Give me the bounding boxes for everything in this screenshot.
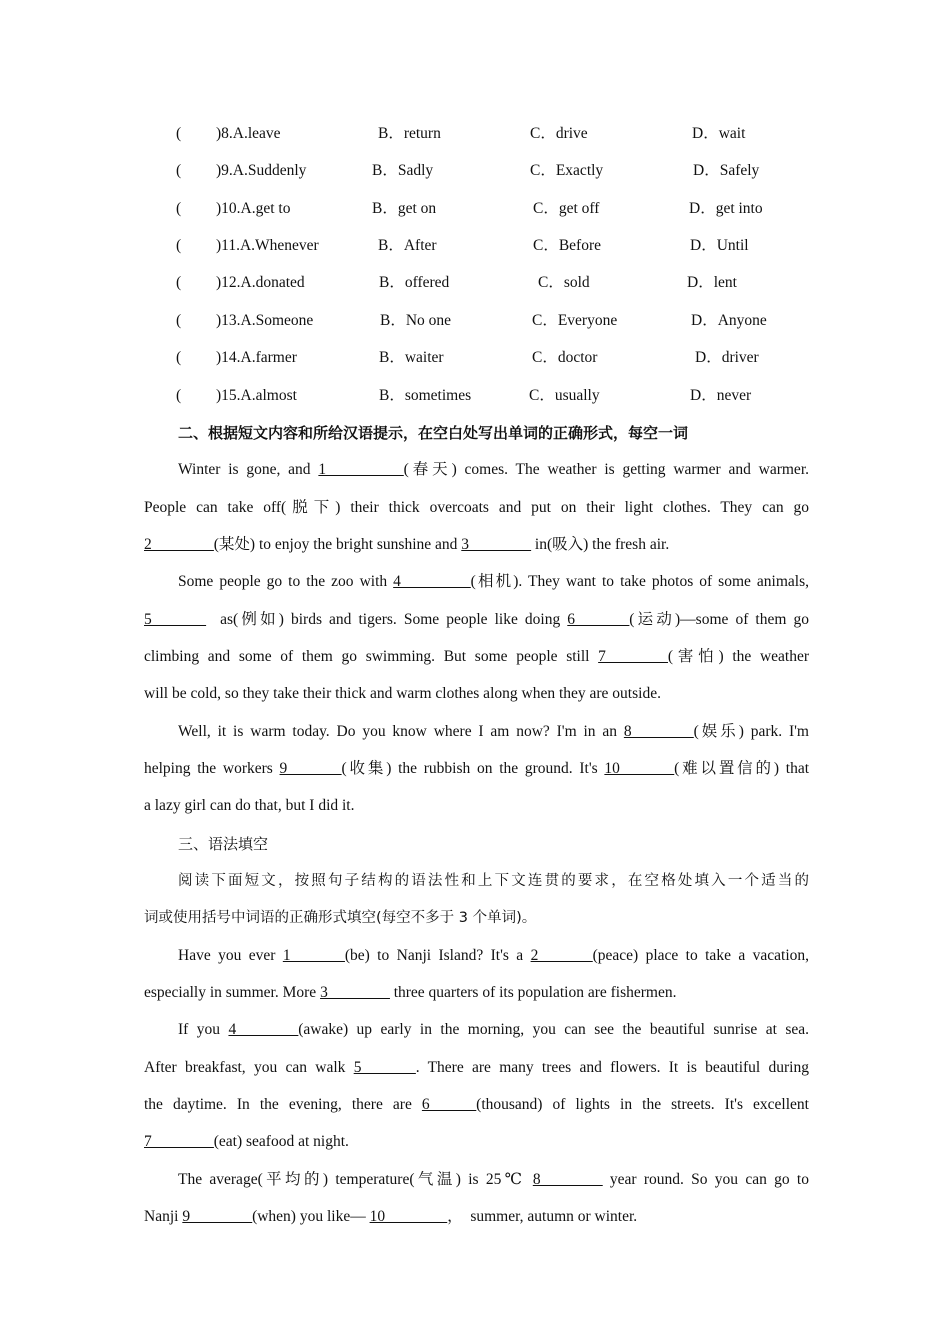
option-b: B．offered (379, 274, 450, 291)
option-c: C．Exactly (530, 162, 604, 179)
s3-line-7: The average(平均的) temperature(气温) is 25℃ 8________ year round. So you can go to (178, 1171, 809, 1188)
option-b: B．After (378, 237, 437, 254)
blank-2[interactable]: 2________ (144, 536, 214, 553)
question: )9.A.Suddenly (216, 162, 307, 179)
question: )8.A.leave (216, 125, 281, 142)
paren: ( (176, 349, 182, 366)
option-c: C．Everyone (532, 312, 618, 329)
section-3-title: 三、语法填空 (178, 835, 269, 853)
option-b: B．waiter (379, 349, 444, 366)
blank-9[interactable]: 9________ (182, 1208, 253, 1225)
s2-line-4: Some people go to the zoo with 4_________(相机). They want to take photos of some animals, (178, 573, 809, 590)
s3-line-3: If you 4________(awake) up early in the morning, you can see the beautiful sunrise at sea. (178, 1021, 809, 1038)
option-c: C．doctor (532, 349, 598, 366)
blank-8[interactable]: 8________ (532, 1171, 603, 1188)
blank-5[interactable]: 5_______ (353, 1059, 416, 1076)
paren: ( (176, 387, 182, 404)
blank-7[interactable]: 7________ (144, 1133, 214, 1150)
option-d: D．lent (687, 274, 737, 291)
option-d: D．driver (695, 349, 759, 366)
question: )15.A.almost (216, 387, 297, 404)
s2-line-7: will be cold, so they take their thick and warm clothes along when they are outside. (144, 685, 661, 702)
s2-line-9: helping the workers 9_______(收集) the rubbish on the ground. It's 10_______(难以置信的) that (144, 760, 809, 777)
s3-line-4: After breakfast, you can walk 5_______. There are many trees and flowers. It is beautiful during (144, 1059, 809, 1076)
question: )10.A.get to (216, 200, 291, 217)
blank-9[interactable]: 9_______ (279, 760, 342, 777)
s2-line-10: a lazy girl can do that, but I did it. (144, 797, 355, 814)
blank-1[interactable]: 1__________ (318, 461, 404, 478)
option-c: C．Before (533, 237, 602, 254)
paren: ( (176, 162, 182, 179)
s3-line-1: Have you ever 1_______(be) to Nanji Island? It's a 2_______(peace) place to take a vacation, (178, 947, 809, 964)
blank-7[interactable]: 7________ (598, 648, 668, 665)
option-b: B．No one (380, 312, 452, 329)
section-2-title: 二、根据短文内容和所给汉语提示，在空白处写出单词的正确形式，每空一词 (178, 424, 689, 442)
s3-instruction-1: 阅读下面短文，按照句子结构的语法性和上下文连贯的要求，在空格处填入一个适当的 (178, 873, 809, 889)
s3-instruction-2: 词或使用括号中词语的正确形式填空(每空不多于 3 个单词)。 (144, 910, 537, 926)
s2-line-5: 5_______ as(例如) birds and tigers. Some people like doing 6_______(运动)—some of them go (144, 611, 809, 628)
s3-line-5: the daytime. In the evening, there are 6______(thousand) of lights in the streets. It's excellent (144, 1096, 809, 1113)
option-b: B．return (378, 125, 441, 142)
s3-line-8: Nanji 9________(when) you like— 10________， summer, autumn or winter. (144, 1208, 638, 1225)
option-b: B．get on (372, 200, 437, 217)
option-c: C．sold (538, 274, 590, 291)
blank-3[interactable]: 3________ (320, 984, 390, 1001)
blank-4[interactable]: 4________ (228, 1021, 299, 1038)
option-c: C．get off (533, 200, 600, 217)
option-d: D．get into (689, 200, 763, 217)
option-b: B．Sadly (372, 162, 434, 179)
blank-5[interactable]: 5_______ (144, 611, 206, 628)
option-c: C．drive (530, 125, 588, 142)
paren: ( (176, 237, 182, 254)
paren: ( (176, 274, 182, 291)
blank-10[interactable]: 10________ (369, 1208, 448, 1225)
option-d: D．never (690, 387, 752, 404)
paren: ( (176, 312, 182, 329)
option-d: D．Safely (693, 162, 760, 179)
s2-line-2: People can take off(脱下) their thick overcoats and put on their light clothes. They can go (144, 499, 809, 516)
question: )11.A.Whenever (216, 237, 319, 254)
blank-10[interactable]: 10_______ (604, 760, 675, 777)
blank-8[interactable]: 8________ (623, 723, 694, 740)
question: )14.A.farmer (216, 349, 297, 366)
s3-line-6: 7________(eat) seafood at night. (144, 1133, 349, 1150)
question: )13.A.Someone (216, 312, 314, 329)
blank-4[interactable]: 4_________ (393, 573, 471, 590)
s2-line-1: Winter is gone, and 1__________(春天) comes. The weather is getting warmer and warmer. (178, 461, 809, 478)
blank-1[interactable]: 1_______ (282, 947, 345, 964)
blank-3[interactable]: 3________ (461, 536, 532, 553)
option-d: D．Until (690, 237, 749, 254)
blank-2[interactable]: 2_______ (530, 947, 593, 964)
paren: ( (176, 200, 182, 217)
s2-line-3: 2________(某处) to enjoy the bright sunshine and 3________ in(吸入) the fresh air. (144, 536, 670, 553)
option-b: B．sometimes (379, 387, 472, 404)
option-c: C．usually (529, 387, 600, 404)
paren: ( (176, 125, 182, 142)
blank-6[interactable]: 6______ (421, 1096, 477, 1113)
s3-line-2: especially in summer. More 3________ three quarters of its population are fishermen. (144, 984, 677, 1001)
blank-6[interactable]: 6_______ (567, 611, 630, 628)
option-d: D．wait (692, 125, 746, 142)
s2-line-6: climbing and some of them go swimming. But some people still 7________(害怕) the weather (144, 648, 809, 665)
s2-line-8: Well, it is warm today. Do you know where I am now? I'm in an 8________(娱乐) park. I'm (178, 723, 809, 740)
question: )12.A.donated (216, 274, 305, 291)
option-d: D．Anyone (691, 312, 767, 329)
